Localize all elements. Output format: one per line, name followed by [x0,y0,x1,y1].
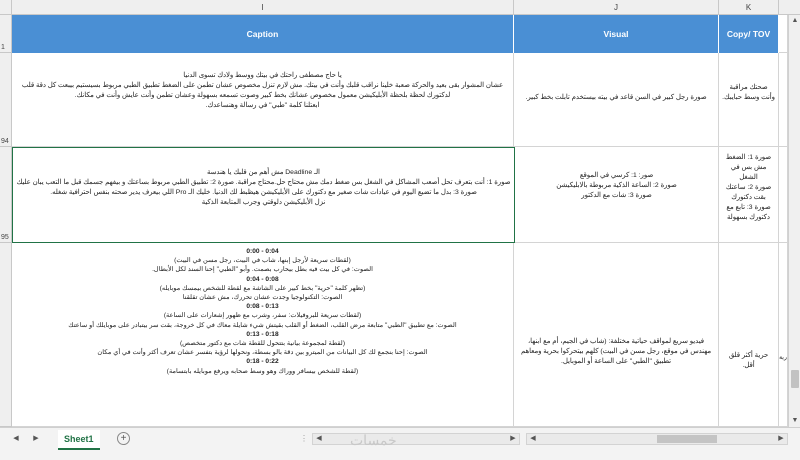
row94-visual-text: صورة رجل كبير في السن قاعد في بيته بيستخدم تابلت بخط كبير. [525,94,707,101]
header-copy-tov[interactable]: Copy/ TOV [719,15,779,53]
sheet-tab-bar [0,427,800,460]
row96-l-text: رية [779,355,787,361]
scroll-up-arrow-icon[interactable]: ▲ [791,17,799,24]
watermark: خمسات [350,432,397,448]
timecode-3-line-2: الصوت: مع تطبيق "الطبي" متابعة مرض القلب، الضغط أو القلب بقيتش شيء شايلة معاك في كل خروجة، بقت سر بيتبادر على موبايلك أو ساعتك [68,321,457,329]
row96-visual-text: فيديو سريع لمواقف حياتية مختلفة: (شاب في الجيم، أم مع ابنها، مهندس في موقع، رجل مسن في البيت) كلهم بيتحركوا بحرية ومعاهم تطبيق "الطبي" على الساعة أو الموبايل. [521,338,711,365]
row94-caption-line-3: ابعتلنا كلمة "طبي" في رسالة وهنساعدك. [205,102,320,109]
row95-copy-line-1: صورة 1: الضغط مش بس في الشغل [725,154,772,181]
row95-caption-line-3: صورة 3: بدل ما تضيع اليوم في عيادات شات صغير مع دكتورك على الأبليكيشن هيظبط لك الدنيا. خليك الـ Pro اللي بيعرف يدير صحته بنفس احترافية شغله. [50,189,477,196]
row96-l-cell[interactable] [779,243,788,427]
timecode-4-line-1: (لقطة لمجموعة بيانية بتتحول للقطة شات مع دكتور متخصص) [179,340,346,348]
left-horizontal-scrollbar[interactable] [312,433,520,445]
row95-caption-line-4: نزل الأبليكيشن دلوقتي وجرب المتابعة الذكية [201,199,326,206]
row95-visual-line-1: صور: 1: كرسي في الموقع [579,172,654,179]
timecode-4: 0:13 - 0:18 [246,330,279,338]
header-l-cell[interactable] [779,15,788,53]
row94-l-cell[interactable] [779,53,788,147]
row95-caption-line-1: الـ Deadline مش أهم من قلبك يا هندسة [207,169,320,176]
hscroll2-left-arrow-icon[interactable]: ◀ [530,435,536,442]
header-caption[interactable]: Caption [12,15,514,53]
timecode-1-line-2: الصوت: في كل بيت فيه بطل بيحارب بصمت. وأبو "الطبي" إحنا السند لكل الأبطال. [152,266,373,274]
sheet-nav-next-icon[interactable]: ▶ [33,435,39,442]
right-horizontal-scrollbar[interactable] [526,433,788,445]
row94-caption-line-2: عشان المشوار بقى بعيد والحركة صعبة خلينا نراقب قلبك وأنت في بيتك. مش لازم تنزل مخصوص عشان تطمن على الضغط تطبيق الطبي مربوط بسيستيم بيبعت كل دقة قلب لدكتورك لحظة بلحظة الأبليكيشن معمول مخصوص عشانك بخط كبير وصوت تسمعه بسهولة وعشان تطمن وأنت عايش وأنت في مكانك. [21,82,504,99]
vertical-scrollbar[interactable] [788,15,800,427]
hscroll-left-arrow-icon[interactable]: ◀ [316,435,322,442]
select-all-corner[interactable] [0,0,12,15]
timecode-2-line-2: الصوت: التكنولوجيا وجدت عشان تحررك، مش عشان تقلقنا [182,294,343,302]
row95-caption-line-2: صورة 1: أنت بتعرف تحل أصعب المشاكل في الشغل بس ضغط دمك مش محتاج حل.محتاج مراقبة. صورة 2: تطبيق الطبي مربوط بساعتك و بيفهم جسمك قبل ما التعب يبان عليك [16,179,511,186]
row95-visual-cell[interactable] [515,147,719,243]
row95-copy-line-2: صورة 2: ساعتك بقت دكتورك [725,184,772,201]
row94-caption-cell[interactable] [12,53,514,147]
hscroll2-right-arrow-icon[interactable]: ▶ [778,435,784,442]
row94-copy-text: صحتك مراقبة وأنت وسط حبايبك. [722,84,775,101]
row-header-94[interactable]: 94 [0,53,12,147]
tab-split-handle[interactable]: ⋮ [300,434,308,443]
row95-copy-line-3: صورة 3: تابع مع دكتورك بسهولة [726,204,771,221]
row95-visual-line-3: صورة 3: شات مع الدكتور [581,192,652,199]
scroll-down-arrow-icon[interactable]: ▼ [791,417,799,424]
vertical-scroll-thumb[interactable] [791,370,799,388]
timecode-2: 0:04 - 0:08 [246,275,279,283]
column-header-i[interactable]: I [12,0,514,15]
timecode-1: 0:00 - 0:04 [246,248,279,255]
sheet-nav-prev-icon[interactable]: ◀ [13,435,19,442]
timecode-2-line-1: (تظهر كلمة "حرية" بخط كبير على الشاشة مع لقطة للشخص بيمسك موبايله) [159,284,366,292]
row96-copy-text: حرية أكثر قلق أقل. [728,352,769,369]
column-header-bar [0,0,800,15]
row-header-95[interactable]: 95 [0,147,12,243]
row95-caption-cell-selected[interactable] [12,147,515,243]
column-header-j[interactable]: J [514,0,719,15]
horizontal-scroll-thumb[interactable] [657,435,717,443]
hscroll-right-arrow-icon[interactable]: ▶ [510,435,516,442]
row96-copy-cell[interactable] [719,243,779,427]
row95-visual-line-2: صورة 2: الساعة الذكية مربوطة بالابليكيشن [556,182,677,189]
column-header-l[interactable] [779,0,788,15]
header-visual[interactable]: Visual [514,15,719,53]
row94-caption-line-1: يا حاج مصطفى راحتك في بيتك ووسط ولادك تسوى الدنيا [183,72,342,79]
row96-caption-cell[interactable] [12,243,514,427]
row-header-1[interactable]: 1 [0,15,12,53]
timecode-3-line-1: (لقطات سريعة للبروفيلات: سفر، وشرب مع ظهور إشعارات على الساعة) [163,312,362,320]
row94-visual-cell[interactable] [514,53,719,147]
timecode-1-line-1: (لقطات سريعة لأرجل إبنها، شاب في البيت، رجل مسن في البيت) [174,257,351,265]
timecode-5-line-1: (لقطة للشخص بيسافر ووراك وهو وسط صحابه ويرفع موبايله بابتسامة) [166,367,359,375]
column-header-k[interactable]: K [719,0,779,15]
timecode-3: 0:08 - 0:13 [246,303,279,311]
row95-copy-cell[interactable] [719,147,779,243]
sheet-tab-sheet1[interactable]: Sheet1 [58,430,100,450]
timecode-5: 0:18 - 0:22 [246,358,279,366]
row96-visual-cell[interactable] [514,243,719,427]
row-header-96[interactable] [0,243,12,427]
row94-copy-cell[interactable] [719,53,779,147]
row95-l-cell[interactable] [779,147,788,243]
timecode-4-line-2: الصوت: إحنا بنجمع لك كل البيانات من الميترو بين دقة بالو بسطة، ونحولها لرؤية بتفسر عشان تعرف أكثر وأنت في أي مكان [97,349,428,357]
add-sheet-button[interactable]: + [117,432,130,445]
